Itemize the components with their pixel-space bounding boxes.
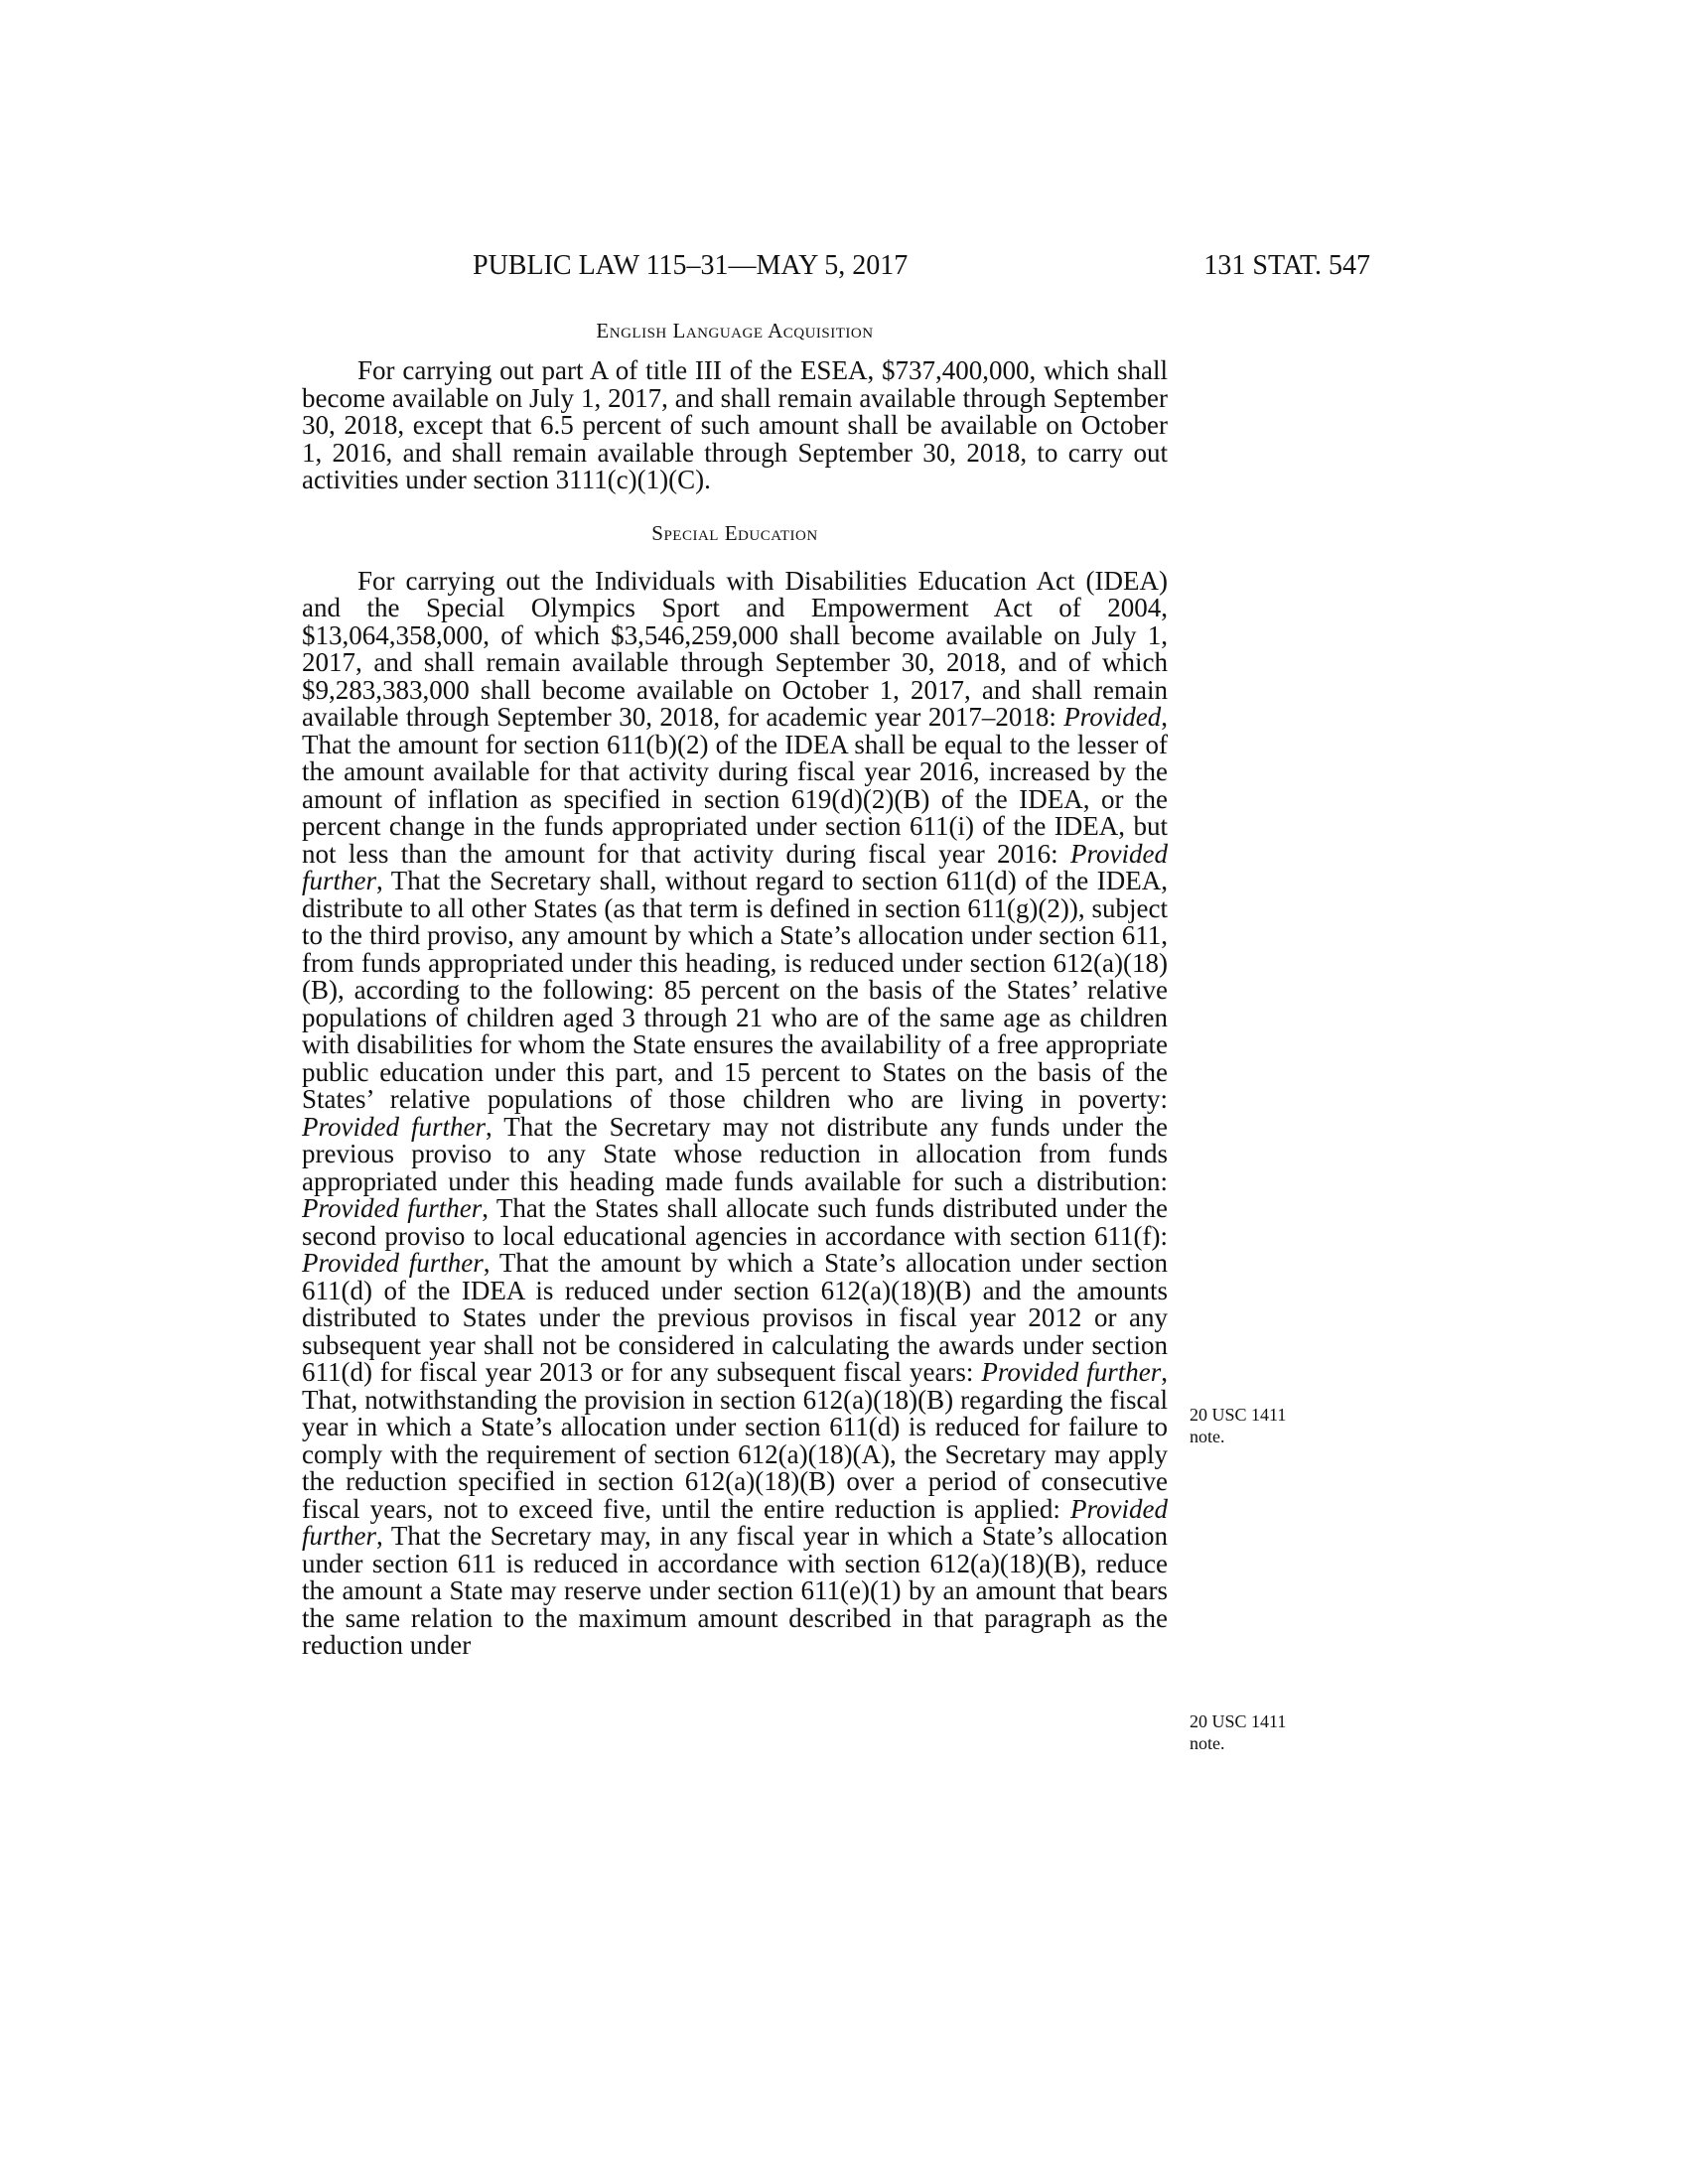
italic-proviso: Provided further <box>302 1111 486 1142</box>
law-title: PUBLIC LAW 115–31—MAY 5, 2017 <box>473 250 909 281</box>
statute-reference: 131 STAT. 547 <box>1203 250 1370 281</box>
italic-proviso: Provided further <box>302 1193 483 1223</box>
text-segment: , That the Secretary may not distribute any funds under the previous proviso to any State whose reduction in allocation from funds appropriated under this heading made funds available for such a distribution: <box>302 1111 1168 1196</box>
text-segment: , That the Secretary may, in any fiscal year in which a State’s allocation under section 611 is reduced in accordance with section 612(a)(18)(B), reduce the amount a State may reserve under section 611(e)(1) by an amount that bears the same relation to the maximum amount described in that paragraph as the reduction under <box>302 1521 1168 1660</box>
text-segment: , That the Secretary shall, without regard to section 611(d) of the IDEA, distribute to all other States (as that term is defined in section 611(g)(2)), subject to the third proviso, any amount by which a State’s allocation under section 611, from funds appropriated under this heading, is reduced under section 612(a)(18)(B), according to the following: 85 percent on the basis of the States’ relative populations of children aged 3 through 21 who are of the same age as children with disabilities for whom the State ensures the availability of a free appropriate public education under this part, and 15 percent to States on the basis of the States’ relative populations of those children who are living in poverty: <box>302 866 1168 1114</box>
italic-proviso: Provided further <box>302 1493 1168 1551</box>
paragraph-english-language-acquisition: For carrying out part A of title III of the ESEA, $737,400,000, which shall become available on July 1, 2017, and shall remain available through September 30, 2018, except that 6.5 percent of such amount shall be available on October 1, 2016, and shall remain available through September 30, 2018, to carry out activities under section 3111(c)(1)(C). <box>302 355 1168 494</box>
section-heading-english-language-acquisition: English Language Acquisition <box>596 319 874 342</box>
margin-note-suffix: note. <box>1190 1427 1225 1446</box>
paragraph-special-education <box>302 565 1168 1660</box>
section-heading-special-education: Special Education <box>651 520 818 545</box>
italic-proviso: Provided <box>1063 702 1162 732</box>
margin-note <box>1190 1404 1319 1447</box>
text-segment: For carrying out the Individuals with Disabilities Education Act (IDEA) and the Special Olympics Sport and Empowerment Act of 2004, $13,064,358,000, of which $3,546,259,000 shall become available on July 1, 2017, and shall remain available through September 30, 2018, and of which $9,283,383,000 shall become available on October 1, 2017, and shall remain available through September 30, 2018, for academic year 2017–2018: <box>302 565 1168 732</box>
italic-proviso: Provided further <box>302 838 1168 895</box>
margin-note-suffix: note. <box>1190 1733 1225 1753</box>
margin-note-citation: 20 USC 1411 <box>1190 1711 1287 1731</box>
margin-note-citation: 20 USC 1411 <box>1190 1405 1287 1425</box>
italic-proviso: Provided further <box>981 1357 1162 1387</box>
text-segment: , That, notwithstanding the provision in section 612(a)(18)(B) regarding the fiscal year in which a State’s allocation under section 611(d) is reduced for failure to comply with the requirement of section 612(a)(18)(A), the Secretary may apply the reduction specified in section 612(a)(18)(B) over a period of consecutive fiscal years, not to exceed five, until the entire reduction is applied: <box>302 1357 1168 1524</box>
document-body <box>302 316 1168 1660</box>
text-segment: , That the States shall allocate such funds distributed under the second proviso to local educational agencies in accordance with section 611(f): <box>302 1193 1168 1251</box>
running-header <box>298 246 1370 286</box>
margin-note <box>1190 1710 1319 1754</box>
text-segment: , That the amount by which a State’s allocation under section 611(d) of the IDEA is reduced under section 612(a)(18)(B) and the amounts distributed to States under the previous provisos in fiscal year 2012 or any subsequent year shall not be considered in calculating the awards under section 611(d) for fiscal year 2013 or for any subsequent fiscal years: <box>302 1248 1168 1387</box>
italic-proviso: Provided further <box>302 1248 484 1278</box>
text-segment: , That the amount for section 611(b)(2) of the IDEA shall be equal to the lesser of the amount available for that activity during fiscal year 2016, increased by the amount of inflation as specified in section 619(d)(2)(B) of the IDEA, or the percent change in the funds appropriated under section 611(i) of the IDEA, but not less than the amount for that activity during fiscal year 2016: <box>302 702 1168 869</box>
